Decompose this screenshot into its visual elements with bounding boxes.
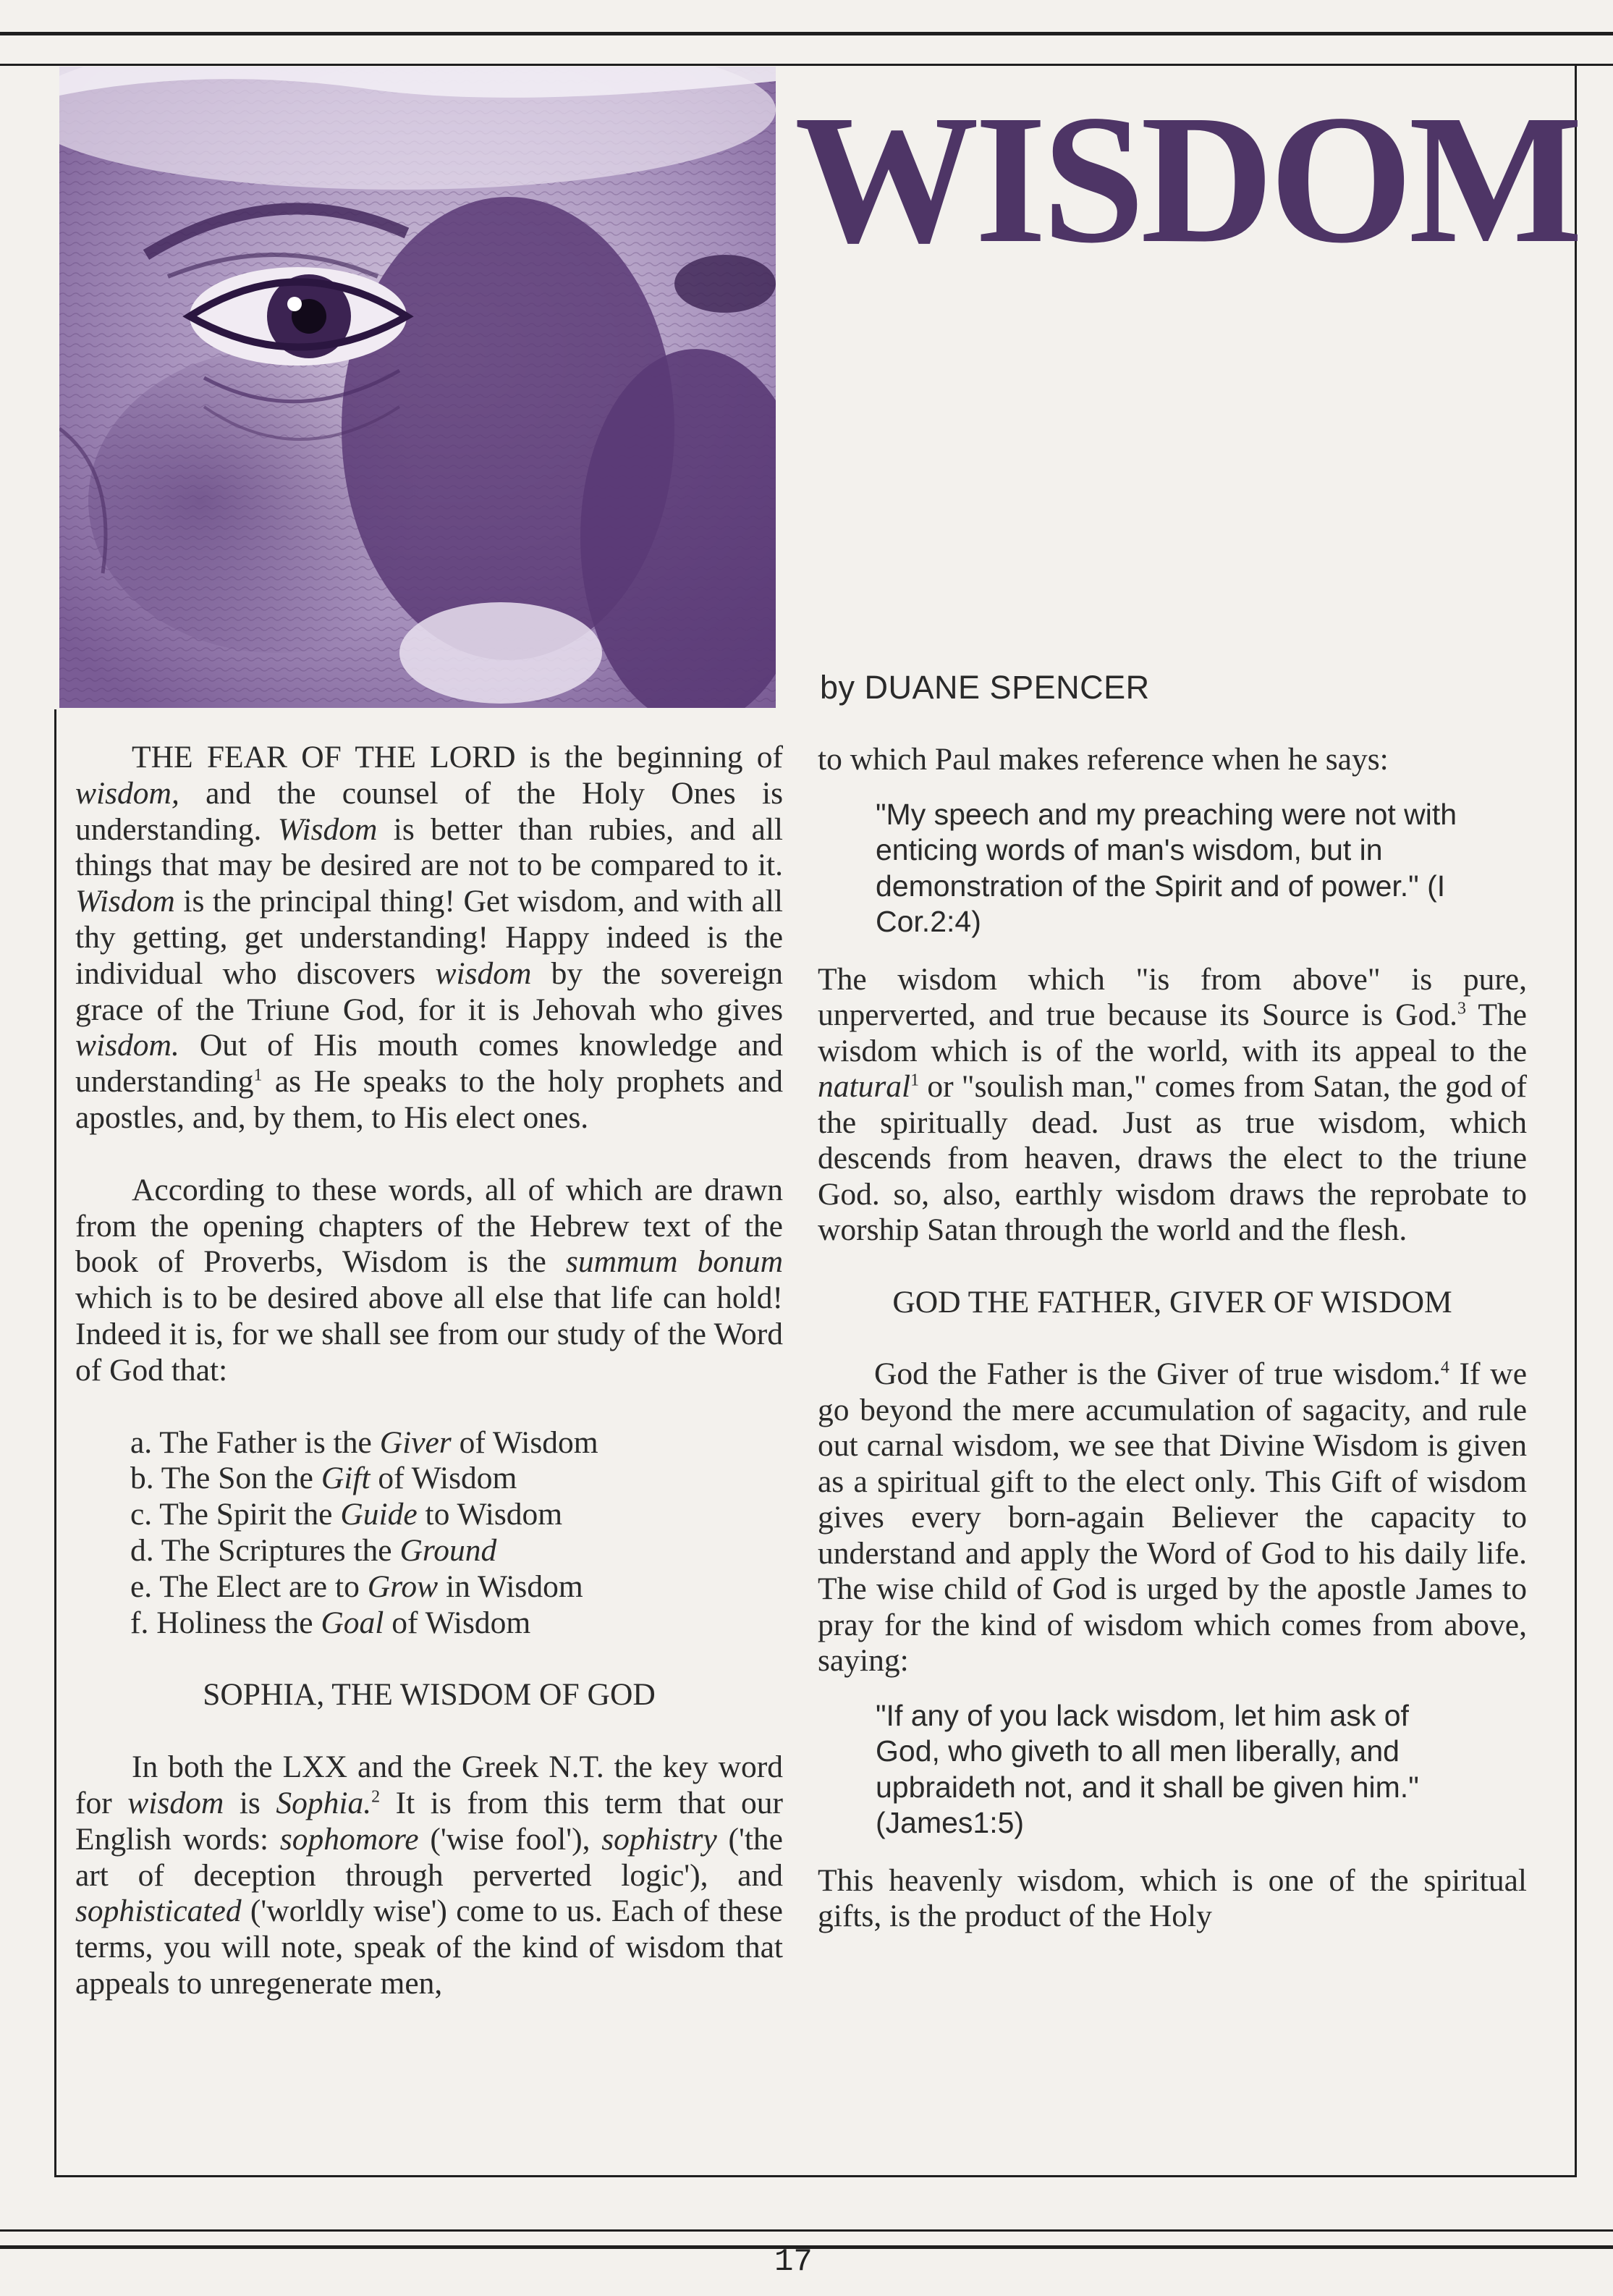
left-paragraph-3: In both the LXX and the Greek N.T. the key word for wisdom is Sophia.$^2$ It is from this term that our English words: sophomore ('wise fool'), sophistry ('the art of deception through perverted logic'), and sophisticated ('worldly wise') come to us. Each of these terms, you will note, speak of the kind of wisdom that appeals to unregenerate men, — [75, 1750, 783, 2001]
right-paragraph-1: to which Paul makes reference when he says: — [818, 742, 1389, 777]
frame-left-edge — [54, 709, 56, 2177]
left-column — [75, 740, 783, 2002]
left-paragraph-1: THE FEAR OF THE LORD is the beginning of wisdom, and the counsel of the Holy Ones is understanding. Wisdom is better than rubies, and all things that may be desired are not to be compared to it. Wisdom is the principal thing! Get wisdom, and with all thy getting, get understanding! Happy indeed is the individual who discovers wisdom by the sovereign grace of the Triune God, for it is Jehovah who gives wisdom. Out of His mouth comes knowledge and understanding$^1$ as He speaks to the holy prophets and apostles, and, by them, to His elect ones. — [75, 740, 783, 1135]
list-item: b. The Son the Gift of Wisdom — [130, 1461, 517, 1496]
list-item: f. Holiness the Goal of Wisdom — [130, 1605, 531, 1640]
scripture-quote-james: "If any of you lack wisdom, let him ask of God, who giveth to all men liberally, and upbraideth not, and it shall be given him." (James1:5) — [876, 1698, 1419, 1839]
right-paragraph-4: This heavenly wisdom, which is one of the spiritual gifts, is the product of the Holy — [818, 1862, 1527, 1933]
right-paragraph-3: God the Father is the Giver of true wisdom.$^4$ If we go beyond the mere accumulation of sagacity, and rule out carnal wisdom, we see that Divine Wisdom is given as a spiritual gift to the elect only. This Gift of wisdom gives every born-again Believer the capacity to understand and apply the Word of God to his daily life. The wise child of God is urged by the apostle James to pray for the kind of wisdom which comes from above, saying: — [818, 1356, 1527, 1678]
right-column — [818, 742, 1527, 1935]
frame-bottom-edge — [54, 2175, 1577, 2177]
section-heading-giver: GOD THE FATHER, GIVER OF WISDOM — [892, 1284, 1452, 1320]
list-item: a. The Father is the Giver of Wisdom — [130, 1425, 598, 1460]
list-item: c. The Spirit the Guide to Wisdom — [130, 1497, 563, 1532]
top-rule — [0, 32, 1613, 35]
list-item: e. The Elect are to Grow in Wisdom — [130, 1569, 583, 1604]
scripture-quote-corinthians: "My speech and my preaching were not with enticing words of man's wisdom, but in demonstration of the Spirit and of power." (I Cor.2:4) — [876, 797, 1457, 938]
elderly-man-face-photo — [59, 67, 776, 708]
face-photo — [59, 67, 776, 708]
page-number: 17 — [774, 2244, 813, 2280]
section-heading-sophia: SOPHIA, THE WISDOM OF GOD — [203, 1677, 656, 1713]
author-byline: by DUANE SPENCER — [820, 669, 1150, 706]
bottom-rule-thin — [0, 2229, 1613, 2232]
left-paragraph-2: According to these words, all of which are drawn from the opening chapters of the Hebrew text of the book of Proverbs, Wisdom is the summum bonum which is to be desired above all else that life can hold! Indeed it is, for we shall see from our study of the Word of God that: — [75, 1172, 783, 1388]
list-item: d. The Scriptures the Ground — [130, 1532, 497, 1568]
article-title: WISDOM — [795, 77, 1579, 282]
wisdom-outline-list — [130, 1425, 783, 1642]
right-paragraph-2: The wisdom which "is from above" is pure, unperverted, and true because its Source is God.$^3$ The wisdom which is of the world, with its appeal to the natural$^1$ or "soulish man," comes from Satan, the god of the spiritually dead. Just as true wisdom, which descends from heaven, draws the elect to the triune God. so, also, earthly wisdom draws the reprobate to worship Satan through the world and the flesh. — [818, 961, 1527, 1247]
